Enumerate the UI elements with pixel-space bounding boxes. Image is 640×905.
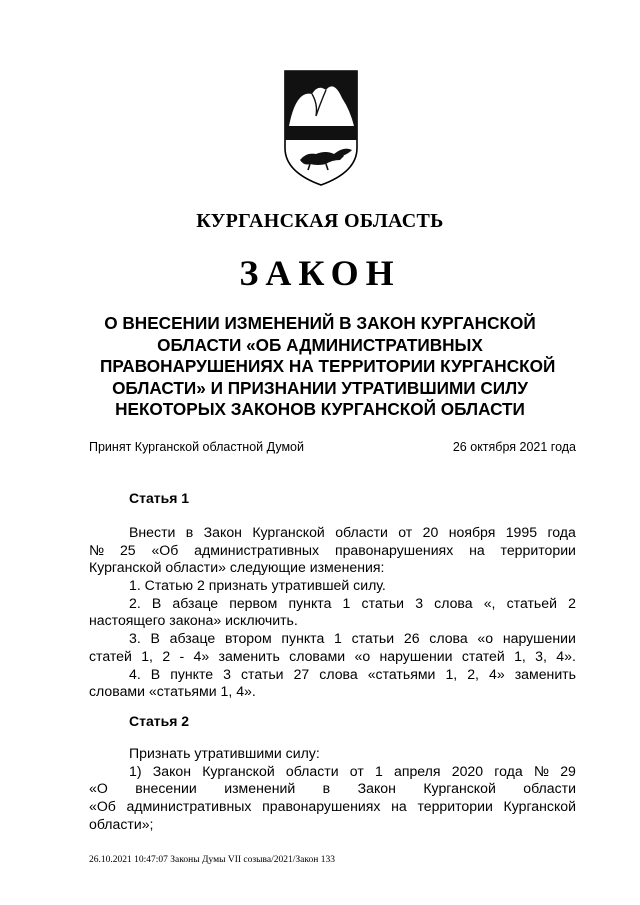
article-1-line: словами «статьями 1, 4». — [89, 683, 256, 700]
word: 1, — [445, 665, 458, 682]
word: «Об — [151, 541, 179, 558]
word: области — [285, 762, 339, 779]
word: Закон — [203, 524, 242, 540]
word: 2020 — [451, 762, 484, 779]
word: Закон — [152, 762, 192, 779]
word: административных — [126, 798, 252, 815]
word: «о — [354, 647, 371, 664]
word: 4» — [193, 647, 210, 664]
word: года — [494, 762, 523, 779]
law-subject-line: О ВНЕСЕНИИ ИЗМЕНЕНИЙ В ЗАКОН КУРГАНСКОЙ — [104, 313, 536, 333]
word: 1, — [514, 647, 526, 664]
word: 2 — [162, 647, 171, 664]
word: от — [398, 524, 413, 540]
word: 1 — [334, 630, 342, 647]
word: № — [533, 762, 550, 779]
word: «статьями — [367, 665, 436, 682]
article-2-line: области»; — [89, 815, 154, 832]
word: ноября — [448, 524, 496, 540]
word: Курганской — [252, 524, 325, 540]
word: нарушении — [502, 630, 576, 647]
word: - — [179, 647, 185, 664]
region-title: КУРГАНСКАЯ ОБЛАСТЬ — [196, 210, 444, 232]
word: 29 — [560, 762, 576, 779]
word: слова — [319, 665, 358, 682]
word: В — [150, 665, 161, 682]
word: правонарушениях — [262, 798, 381, 815]
article-1-line — [89, 648, 576, 666]
word: 3 — [223, 665, 231, 682]
word: 20 — [422, 524, 439, 540]
word: Курганской — [202, 762, 275, 779]
word: первом — [229, 594, 278, 611]
word: «О — [89, 780, 108, 797]
kurgan-coat-of-arms-icon — [282, 68, 360, 188]
word: статьи — [241, 665, 284, 682]
article-1-line: Курганской области» следующие изменения: — [89, 559, 385, 576]
word: пункта — [281, 630, 325, 647]
word: статьи — [361, 594, 405, 611]
word: апреля — [394, 762, 441, 779]
word: словами — [289, 647, 346, 664]
article-1-line — [89, 595, 576, 613]
word: 4». — [556, 647, 576, 664]
word: № — [89, 541, 105, 558]
word: года — [547, 524, 576, 540]
word: 27 — [293, 665, 310, 682]
word: территории — [500, 541, 576, 558]
word: 1) — [129, 762, 142, 779]
word: пункта — [288, 594, 332, 611]
word: правонарушениях — [334, 541, 454, 558]
article-2-line — [89, 780, 576, 798]
article-1-line — [89, 630, 576, 648]
word: 1, — [141, 647, 153, 664]
article-1-line: настоящего закона» исключить. — [89, 612, 298, 629]
article-1-heading: Статья 1 — [129, 490, 190, 506]
law-subject — [100, 313, 556, 421]
word: Закон — [357, 780, 396, 797]
article-1-line — [89, 524, 576, 542]
law-subject-line: ПРАВОНАРУШЕНИЯХ НА ТЕРРИТОРИИ КУРГАНСКОЙ — [100, 356, 556, 377]
law-subject-line: НЕКОТОРЫХ ЗАКОНОВ КУРГАНСКОЙ ОБЛАСТИ — [115, 399, 525, 420]
document-footer: 26.10.2021 10:47:07 Законы Думы VII созыва/2021/Закон 133 — [89, 855, 335, 865]
article-2-heading: Статья 2 — [129, 713, 190, 729]
word: «, — [483, 594, 496, 611]
article-2-line — [89, 763, 576, 781]
word: 2, — [467, 665, 479, 682]
article-2-body — [89, 745, 576, 833]
word: В — [151, 594, 162, 611]
word: 1 — [374, 762, 383, 779]
word: территории — [417, 798, 493, 815]
word: 1 — [342, 594, 351, 611]
article-1-line: 1. Статью 2 признать утратившей силу. — [129, 577, 386, 594]
word: Курганской — [503, 798, 576, 815]
word: области — [335, 524, 388, 540]
word: от — [349, 762, 364, 779]
word: внесении — [135, 780, 197, 797]
article-1-line — [89, 542, 576, 560]
word: «о — [477, 630, 494, 647]
word: на — [469, 541, 485, 558]
word: Курганской — [423, 780, 496, 797]
word: 25 — [119, 541, 136, 558]
word: в — [322, 780, 331, 797]
word: абзаце — [169, 630, 216, 647]
word: 26 — [403, 630, 420, 647]
adopted-date: 26 октября 2021 года — [452, 440, 576, 454]
word: административных — [194, 541, 320, 558]
article-1-body — [89, 524, 576, 701]
word: статьей — [506, 594, 557, 611]
word: заменить — [514, 665, 576, 682]
word: абзаце — [172, 594, 219, 611]
article-2-line — [89, 798, 576, 816]
word: 3. — [129, 630, 141, 647]
adoption-info — [89, 440, 576, 454]
word: 2. — [129, 594, 141, 611]
article-1-line — [89, 666, 576, 684]
word: 3 — [415, 594, 424, 611]
word: «Об — [89, 798, 116, 815]
word: изменений — [224, 780, 296, 797]
word: Внести — [129, 524, 176, 540]
law-title: ЗАКОН — [239, 253, 401, 293]
adopted-by: Принят Курганской областной Думой — [89, 440, 304, 454]
word: слова — [429, 630, 468, 647]
word: 2 — [568, 594, 576, 611]
law-subject-line: ОБЛАСТИ «ОБ АДМИНИСТРАТИВНЫХ — [157, 334, 483, 355]
word: втором — [224, 630, 272, 647]
word: статей — [89, 647, 132, 664]
word: заменить — [218, 647, 280, 664]
word: 3, — [535, 647, 547, 664]
word: 1995 — [505, 524, 538, 540]
word: в — [185, 524, 194, 540]
article-2-line: Признать утратившими силу: — [129, 745, 320, 761]
word: 4» — [489, 665, 505, 682]
word: 4. — [129, 665, 141, 682]
word: статьи — [351, 630, 395, 647]
word: слова — [434, 594, 473, 611]
law-subject-line: ОБЛАСТИ» И ПРИЗНАНИИ УТРАТИВШИМИ СИЛУ — [112, 377, 528, 398]
word: на — [391, 798, 407, 815]
word: статей — [461, 647, 505, 664]
word: пункте — [170, 665, 214, 682]
word: нарушении — [379, 647, 453, 664]
word: В — [150, 630, 160, 647]
word: области — [523, 780, 576, 797]
